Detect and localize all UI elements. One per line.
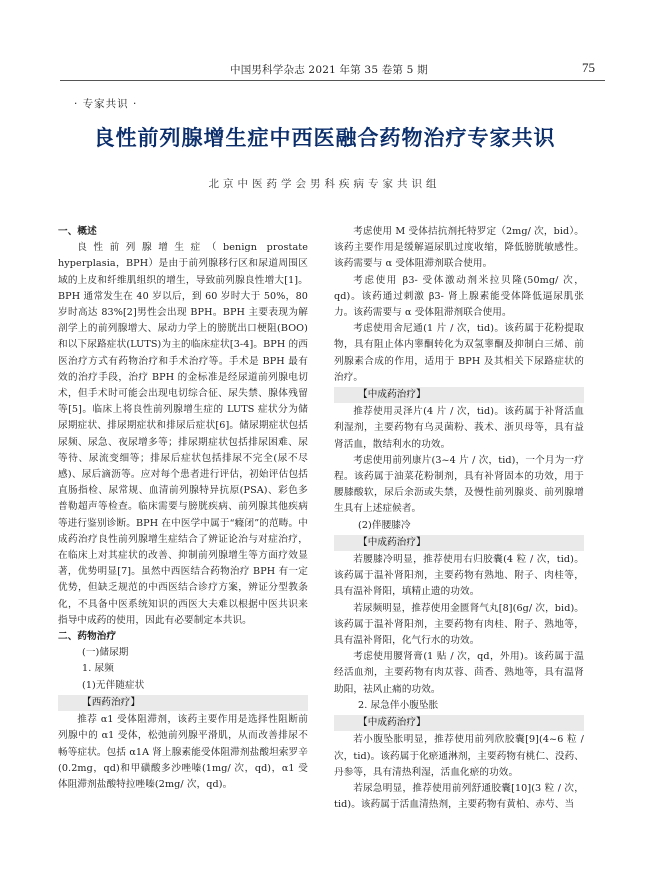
paragraph-overview: 良性前列腺增生症（benign prostate hyperplasia，BPH）是由于前列腺移行区和尿道周围区域的上皮和纤维肌组织的增生，导致前列腺良性增大[1]。BPH 通常发生在 40 岁以后，到 60 岁时大于 50%，80 岁时高达 83%[2]男性会出现 BPH。BPH 主要表现为解剖学上的前列腺增大、尿动力学上的膀胱出口梗阻(BOO)和以下尿路症状(LUTS)为主的临床症状[3-4]。BPH 的西医治疗方式有药物治疗和手术治疗等。手术是 BPH 最有效的治疗手段，治疗 BPH 的金标准是经尿道前列腺电切术，但手术时可能会出现电切综合征、尿失禁、腺体残留等[5]。临床上将良性前列腺增生症的 LUTS 症状分为储尿期症状、排尿期症状和排尿后症状[6]。储尿期症状包括尿频、尿急、夜尿增多等；排尿期症状包括排尿困难、尿等待、尿流变细等；排尿后症状包括排尿不完全(尿不尽感)、尿后滴沥等。应对每个患者进行评估，初始评估包括直肠指检、尿常规、血清前列腺特异抗原(PSA)、彩色多普勒超声等检查。临床需要与膀胱疾病、前列腺其他疾病等进行鉴别诊断。BPH 在中医学中属于“癃闭”的范畴。中成药治疗良性前列腺增生症结合了辨证论治与对症治疗，在临床上对其症状的改善、抑制前列腺增生等方面疗效显著，优势明显[7]。虽然中西医结合药物治疗 BPH 有一定优势，但缺乏规范的中西医结合诊疗方案，辨证分型教条化，不具备中医系统知识的西医大夫难以根据中医共识来指导中成药的使用，因此有必要制定本共识。 bbox=[58, 242, 308, 626]
left-column bbox=[58, 224, 308, 793]
paragraph-qianliekang: 考虑使用前列康片(3~4 片 / 次，tid)，一个月为一疗程。该药属于油菜花粉制剂，具有补肾固本的功效，用于腰膝酸软，尿后余沥或失禁，及慢性前列腺炎、前列腺增生具有上述症候者。 bbox=[334, 454, 584, 515]
journal-citation: 中国男科学杂志 2021 年第 35 卷第 5 期 bbox=[230, 64, 428, 76]
heading-drug-therapy: 二、药物治疗 bbox=[58, 631, 117, 643]
running-header bbox=[60, 62, 605, 81]
subheading-urgency: 2. 尿急伴小腹坠胀 bbox=[358, 699, 439, 711]
heading-overview: 一、概述 bbox=[58, 226, 97, 237]
tag-western-medicine: 【西药治疗】 bbox=[58, 695, 308, 711]
paragraph-m-antagonist: 考虑使用 M 受体拮抗剂托特罗定（2mg/ 次，bid）。该药主要作用是缓解逼尿肌过度收缩，降低膀胱敏感性。该药需要与 α 受体阻滞剂联合使用。 bbox=[334, 226, 584, 270]
right-column bbox=[334, 224, 584, 813]
paragraph-jingui: 若尿频明显，推荐使用金匮肾气丸[8](6g/ 次，bid)。该药属于温补肾阳剂，主要药物有肉桂、附子、熟地等，具有温补肾阳，化气行水的功效。 bbox=[334, 602, 584, 647]
paragraph-qianliexin: 若小腹坠胀明显，推荐使用前列欣胶囊[9](4~6 粒 / 次，tid)。该药属于化瘀通淋剂，主要药物有桃仁、没药、丹参等，具有清热利湿，活血化瘀的功效。 bbox=[334, 734, 584, 778]
subheading-storage-phase: (一)储尿期 bbox=[82, 647, 129, 659]
subheading-cold-knees: (2)伴腰膝冷 bbox=[358, 519, 411, 531]
tag-tcm-2: 【中成药治疗】 bbox=[334, 535, 584, 551]
tag-tcm-1: 【中成药治疗】 bbox=[334, 387, 584, 403]
tag-tcm-3: 【中成药治疗】 bbox=[334, 715, 584, 731]
paragraph-beta3-agonist: 考虑使用 β3- 受体激动剂米拉贝隆(50mg/ 次，qd)。该药通过刺激 β3- 肾上腺素能受体降低逼尿肌张力。该药需要与 α 受体阻滞剂联合使用。 bbox=[334, 274, 584, 319]
paragraph-qianlieshutong: 若尿急明显，推荐使用前列舒通胶囊[10](3 粒 / 次，tid)。该药属于活血清热剂，主要药物有黄柏、赤芍、当 bbox=[334, 782, 584, 811]
subheading-no-symptoms: (1)无伴随症状 bbox=[82, 679, 145, 691]
page-number: 75 bbox=[582, 60, 595, 75]
paragraph-yaoshen: 考虑使用腰肾膏(1 贴 / 次，qd，外用)。该药属于温经活血剂，主要药物有肉苁蓉、茴香、熟地等，具有温肾助阳，祛风止痛的功效。 bbox=[334, 651, 584, 695]
page-title: 良性前列腺增生症中西医融合药物治疗专家共识 bbox=[93, 126, 556, 150]
section-tag: · 专家共识 · bbox=[74, 98, 138, 110]
paragraph-cernilton: 考虑使用舍尼通(1 片 / 次，tid)。该药属于花粉提取物，具有阻止体内睾酮转化为双氢睾酮及抑制白三烯、前列腺素合成的作用，适用于 BPH 及其相关下尿路症状的治疗。 bbox=[334, 323, 584, 383]
paragraph-lingze: 推荐使用灵泽片(4 片 / 次，tid)。该药属于补肾活血利湿剂，主要药物有乌灵菌粉、莪术、浙贝母等，具有益肾活血，散结利水的功效。 bbox=[334, 406, 584, 450]
author-group: 北京中医药学会男科疾病专家共识组 bbox=[208, 178, 441, 190]
paragraph-yougui: 若腰膝冷明显，推荐使用右归胶囊(4 粒 / 次，tid)。该药属于温补肾阳剂，主要药物有熟地、附子、肉桂等，具有温补肾阳，填精止遗的功效。 bbox=[334, 554, 584, 598]
paragraph-alpha-blocker: 推荐 α1 受体阻滞剂，该药主要作用是选择性阻断前列腺中的 α1 受体，松弛前列腺平滑肌，从而改善排尿不畅等症状。包括 α1A 肾上腺素能受体阻滞剂盐酸坦索罗辛(0.2mg，qd)和甲磺酸多沙唑嗪(1mg/ 次，qd)，α1 受体阻滞剂盐酸特拉唑嗪(2mg/ 次，qd)。 bbox=[58, 714, 308, 790]
subheading-frequency: 1. 尿频 bbox=[82, 663, 114, 675]
